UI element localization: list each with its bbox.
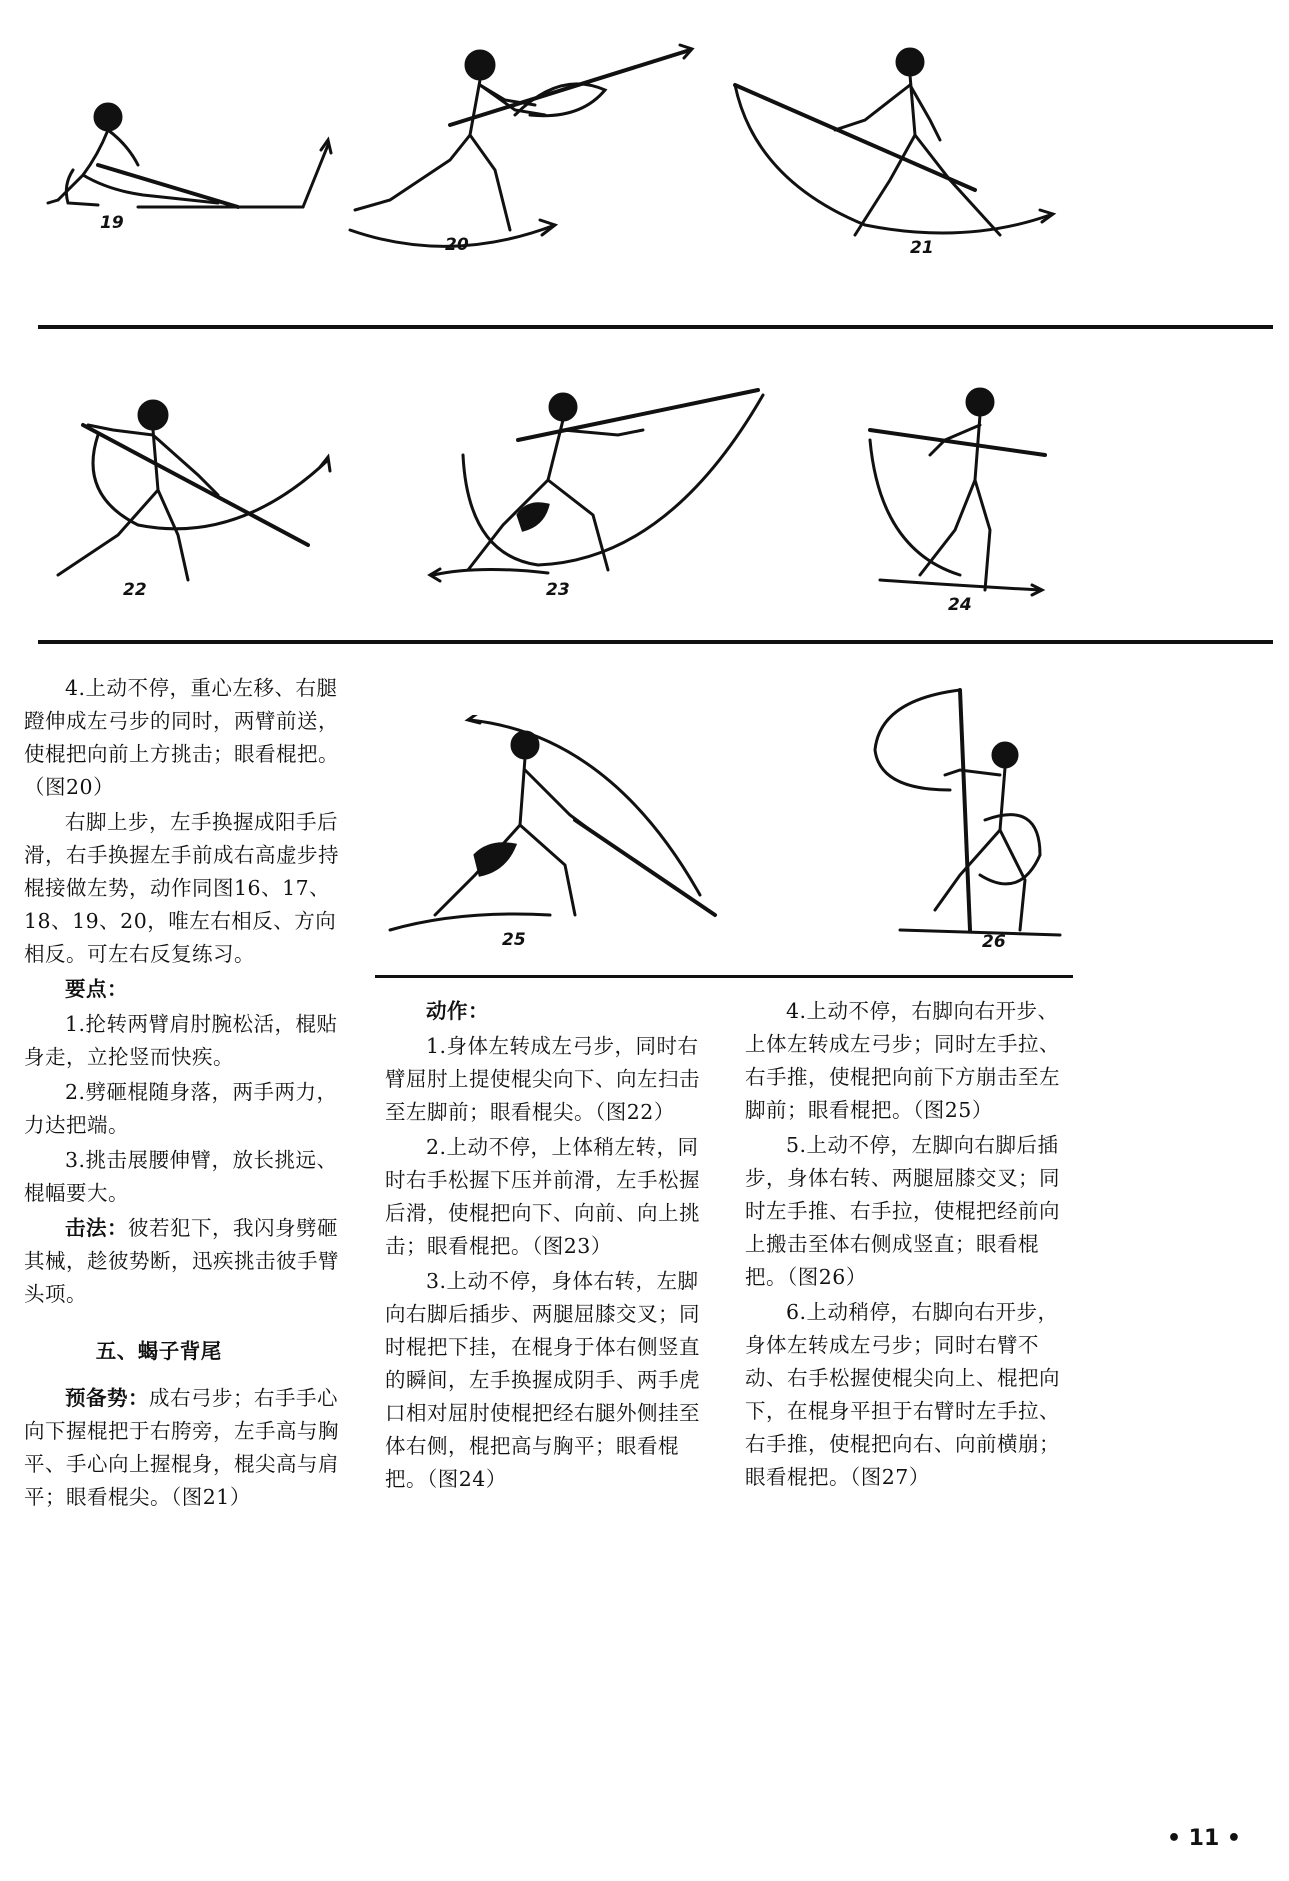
figure-21-drawing	[715, 40, 1065, 260]
strike-method	[24, 1212, 356, 1311]
figure-20	[330, 40, 700, 260]
figure-25	[380, 715, 730, 955]
figure-22	[38, 375, 348, 610]
paragraph-4: 4.上动不停，重心左移、右腿蹬伸成左弓步的同时，两臂前送，使棍把向前上方挑击；眼看棍把。（图20）	[24, 676, 339, 799]
figure-20-label: 20	[445, 235, 469, 255]
preparation-label: 预备势：	[65, 1386, 149, 1410]
action-1: 1.身体左转成左弓步，同时右臂屈肘上提使棍尖向下、向左扫击至左脚前；眼看棍尖。（图22）	[385, 1034, 700, 1124]
figure-23-label: 23	[546, 580, 570, 600]
figure-19-drawing	[38, 95, 338, 235]
figure-26	[860, 680, 1075, 955]
figure-23-drawing	[418, 385, 778, 605]
strike-method-label: 击法：	[65, 1216, 128, 1240]
action-4: 4.上动不停，右脚向右开步、上体左转成左弓步；同时左手拉、右手推，使棍把向前下方崩击至左脚前；眼看棍把。（图25）	[745, 999, 1060, 1122]
divider-top	[38, 325, 1273, 329]
figure-21-label: 21	[910, 238, 934, 258]
divider-text-top	[375, 975, 1073, 978]
key-points-heading: 要点：	[65, 977, 128, 1001]
figure-21	[715, 40, 1065, 260]
action-5: 5.上动不停，左脚向右脚后插步，身体右转、两腿屈膝交叉；同时左手推、右手拉，使棍把经前向上搬击至体右侧成竖直；眼看棍把。（图26）	[745, 1133, 1060, 1289]
middle-column	[385, 995, 717, 1498]
figure-22-drawing	[38, 375, 348, 610]
figure-19-label: 19	[100, 213, 124, 233]
figure-24-drawing	[860, 380, 1060, 610]
section-title: 五、蝎子背尾	[95, 1339, 222, 1363]
figure-25-label: 25	[502, 930, 526, 950]
figure-24	[860, 380, 1060, 615]
action-3: 3.上动不停，身体右转，左脚向右脚后插步、两腿屈膝交叉；同时棍把下挂，在棍身于体右侧竖直的瞬间，左手换握成阴手、两手虎口相对屈肘使棍把经右腿外侧挂至体右侧，棍把高与胸平；眼看棍把。（图24）	[385, 1269, 700, 1491]
figure-26-label: 26	[982, 932, 1006, 952]
paragraph-right-step: 右脚上步，左手换握成阳手后滑，右手换握左手前成右高虚步持棍接做左势，动作同图16、17、18、19、20，唯左右相反、方向相反。可左右反复练习。	[24, 810, 339, 966]
right-column	[745, 995, 1077, 1496]
left-column	[24, 672, 356, 1516]
key-point-1: 1.抡转两臂肩肘腕松活，棍贴身走，立抡竖而快疾。	[24, 1012, 338, 1069]
figure-23	[418, 385, 778, 605]
key-point-3: 3.挑击展腰伸臂，放长挑远、棍幅要大。	[24, 1148, 338, 1205]
key-point-2: 2.劈砸棍随身落，两手两力，力达把端。	[24, 1080, 338, 1137]
figure-20-drawing	[330, 40, 700, 260]
figure-24-label: 24	[948, 595, 972, 615]
figure-25-drawing	[380, 715, 730, 955]
action-heading: 动作：	[426, 999, 489, 1023]
action-2: 2.上动不停，上体稍左转，同时右手松握下压并前滑，左手松握后滑，使棍把向下、向前、向上挑击；眼看棍把。（图23）	[385, 1135, 700, 1258]
figure-22-label: 22	[123, 580, 147, 600]
figure-26-drawing	[860, 680, 1075, 955]
figure-19	[38, 95, 338, 235]
divider-middle	[38, 640, 1273, 644]
preparation-text: 成右弓步；右手手心向下握棍把于右胯旁，左手高与胸平、手心向上握棍身，棍尖高与肩平；眼看棍尖。（图21）	[24, 1386, 339, 1509]
page-number: • 11 •	[1166, 1826, 1241, 1851]
preparation-posture	[24, 1382, 356, 1514]
strike-method-text: 彼若犯下，我闪身劈砸其械，趁彼势断，迅疾挑击彼手臂头项。	[24, 1216, 339, 1306]
action-6: 6.上动稍停，右脚向右开步，身体左转成左弓步；同时右臂不动、右手松握使棍尖向上、棍把向下，在棍身平担于右臂时左手拉、右手推，使棍把向右、向前横崩；眼看棍把。（图27）	[745, 1300, 1060, 1489]
